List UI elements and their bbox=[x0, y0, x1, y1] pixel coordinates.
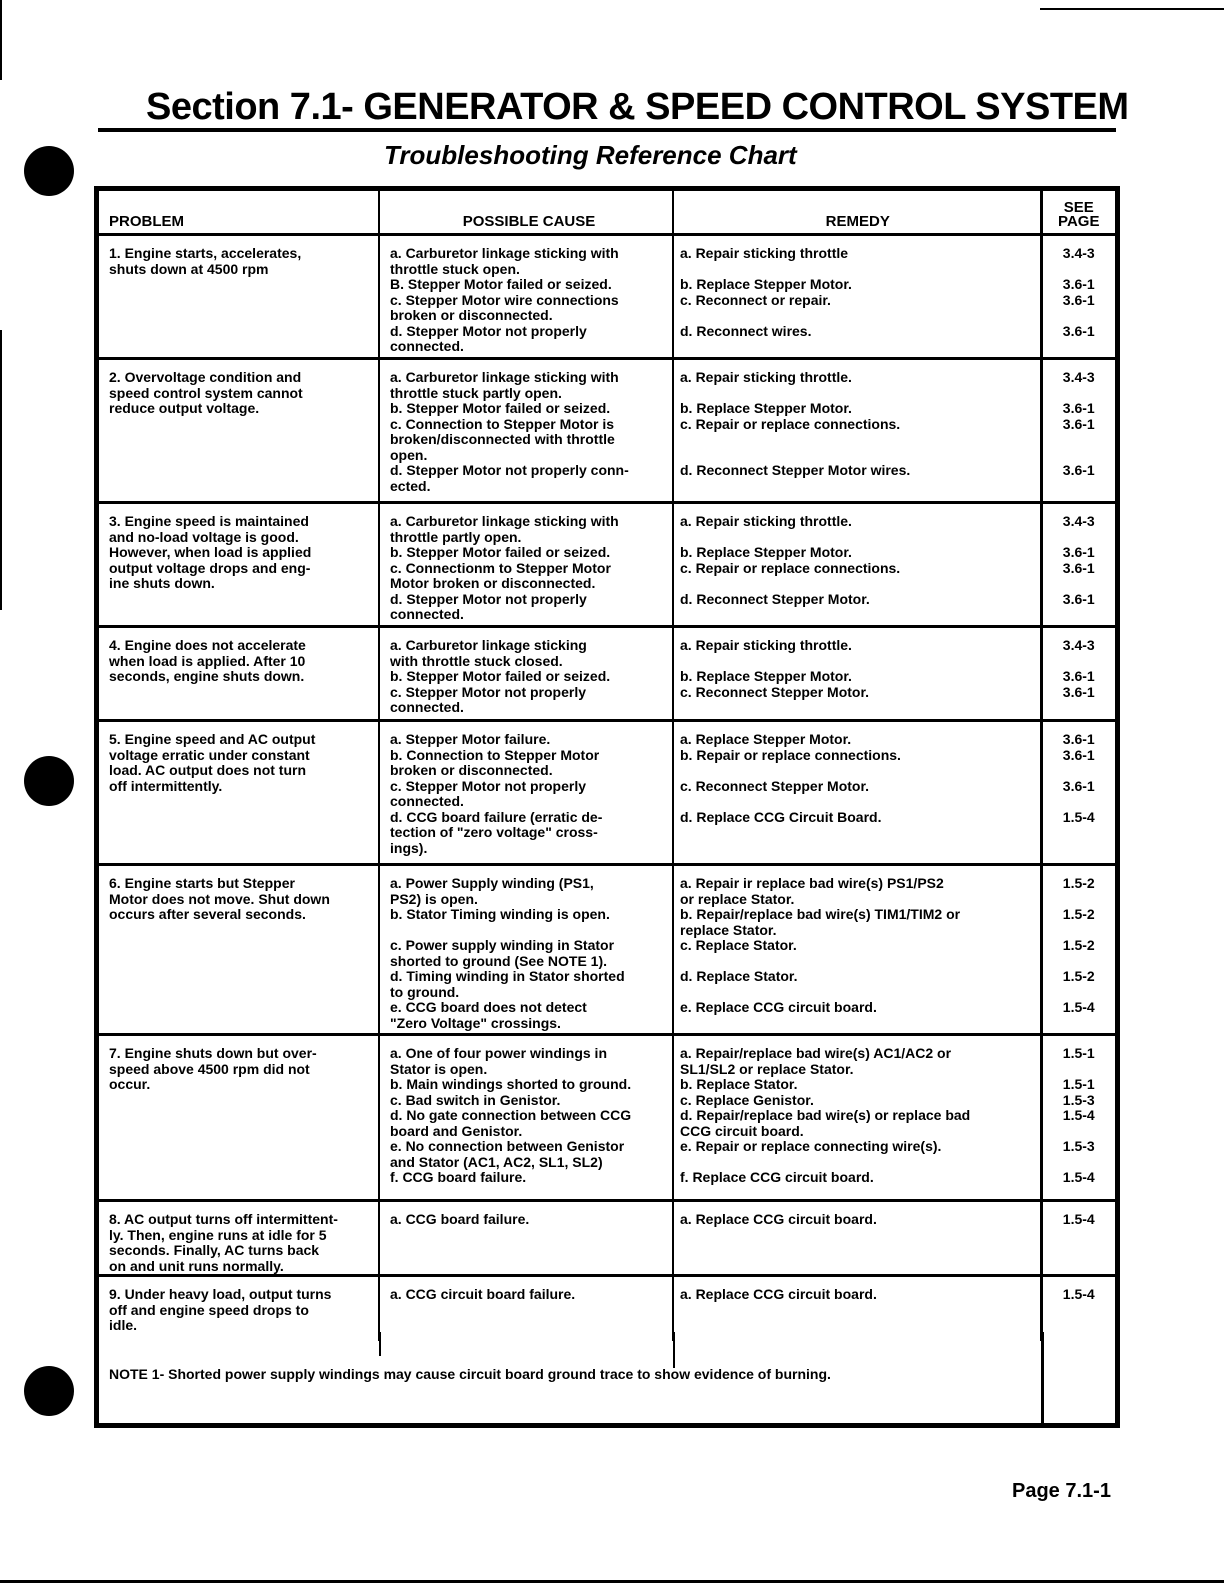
blank-line bbox=[680, 530, 1036, 546]
cause-line: e. CCG board does not detect bbox=[390, 999, 587, 1015]
page-line: 1.5-2 bbox=[1062, 875, 1095, 891]
page-cell bbox=[1041, 503, 1115, 627]
table-header-row bbox=[99, 191, 1115, 235]
cause-line: e. No connection between Genistor bbox=[390, 1138, 625, 1154]
page-cell bbox=[1041, 1276, 1115, 1341]
page-line: 3.6-1 bbox=[1062, 590, 1095, 607]
cause-line: d. Timing winding in Stator shorted bbox=[390, 968, 625, 984]
page-cell bbox=[1041, 359, 1115, 503]
page-line: 1.5-4 bbox=[1062, 1107, 1095, 1123]
blank-line bbox=[390, 923, 668, 939]
problem-cell bbox=[99, 721, 379, 865]
blank-line bbox=[680, 794, 1036, 810]
cause-line: "Zero Voltage" crossings. bbox=[390, 1014, 561, 1031]
remedy-line: e. Repair or replace connecting wire(s). bbox=[680, 1138, 942, 1154]
header-remedy: REMEDY bbox=[673, 191, 1041, 235]
table-row bbox=[99, 721, 1115, 865]
page-line: 1.5-3 bbox=[1062, 1091, 1095, 1108]
cause-line: ected. bbox=[390, 477, 431, 494]
problem-line: 1. Engine starts, accelerates, bbox=[109, 245, 302, 261]
problem-line: ly. Then, engine runs at idle for 5 bbox=[109, 1226, 327, 1243]
problem-line: 8. AC output turns off intermittent- bbox=[109, 1211, 338, 1227]
cause-line: broken/disconnected with throttle bbox=[390, 431, 615, 447]
remedy-line: f. Replace CCG circuit board. bbox=[680, 1169, 874, 1185]
cause-line: a. Carburetor linkage sticking with bbox=[390, 245, 619, 261]
page-line: 3.6-1 bbox=[1062, 462, 1095, 478]
page-line: 3.4-3 bbox=[1062, 369, 1095, 385]
page-line: 3.4-3 bbox=[1062, 513, 1095, 529]
remedy-line: a. Repair sticking throttle. bbox=[680, 369, 852, 385]
cause-line: c. Power supply winding in Stator bbox=[390, 937, 615, 953]
page-line: 3.6-1 bbox=[1062, 777, 1095, 794]
page-line: 3.6-1 bbox=[1062, 276, 1095, 292]
problem-line: load. AC output does not turn bbox=[109, 762, 307, 778]
cause-cell bbox=[379, 1035, 673, 1201]
cause-cell bbox=[379, 627, 673, 721]
cause-line: a. Stepper Motor failure. bbox=[390, 731, 551, 747]
page-line: 1.5-2 bbox=[1062, 906, 1095, 922]
cause-line: throttle stuck open. bbox=[390, 260, 520, 277]
page-line: 3.6-1 bbox=[1062, 731, 1095, 747]
problem-line: 5. Engine speed and AC output bbox=[109, 731, 316, 747]
note-divider bbox=[673, 1332, 675, 1368]
cause-line: connected. bbox=[390, 699, 464, 715]
remedy-line: replace Stator. bbox=[680, 921, 777, 938]
cause-line: c. Stepper Motor wire connections bbox=[390, 291, 619, 308]
cause-line: a. Carburetor linkage sticking with bbox=[390, 369, 619, 385]
cause-line: a. CCG circuit board failure. bbox=[390, 1286, 576, 1302]
blank-line bbox=[680, 576, 1036, 592]
blank-line bbox=[1043, 654, 1116, 670]
page-line: 3.6-1 bbox=[1062, 544, 1095, 560]
cause-line: broken or disconnected. bbox=[390, 762, 553, 778]
page-line: 3.6-1 bbox=[1062, 415, 1095, 432]
remedy-line: c. Repair or replace connections. bbox=[680, 415, 901, 432]
problem-line: speed above 4500 rpm did not bbox=[109, 1060, 310, 1077]
left-edge-mark bbox=[0, 0, 2, 80]
page-cell bbox=[1041, 1201, 1115, 1276]
remedy-line: b. Replace Stepper Motor. bbox=[680, 400, 852, 416]
remedy-line: c. Repair or replace connections. bbox=[680, 559, 901, 576]
page-line: 3.6-1 bbox=[1062, 400, 1095, 416]
cause-cell bbox=[379, 235, 673, 359]
cause-line: b. Stator Timing winding is open. bbox=[390, 906, 610, 922]
cause-line: Stator is open. bbox=[390, 1060, 488, 1077]
problem-line: speed control system cannot bbox=[109, 384, 303, 401]
problem-line: shuts down at 4500 rpm bbox=[109, 260, 269, 277]
remedy-line: a. Repair/replace bad wire(s) AC1/AC2 or bbox=[680, 1045, 952, 1061]
cause-line: d. Stepper Motor not properly conn- bbox=[390, 462, 629, 478]
header-page: PAGE bbox=[1058, 213, 1100, 230]
blank-line bbox=[1043, 763, 1116, 779]
blank-line bbox=[680, 308, 1036, 324]
remedy-cell bbox=[673, 359, 1041, 503]
blank-line bbox=[1043, 386, 1116, 402]
blank-line bbox=[1043, 308, 1116, 324]
problem-line: 4. Engine does not accelerate bbox=[109, 637, 306, 653]
remedy-line: or replace Stator. bbox=[680, 890, 795, 907]
cause-line: b. Stepper Motor failed or seized. bbox=[390, 544, 611, 560]
remedy-line: b. Repair/replace bad wire(s) TIM1/TIM2 or bbox=[680, 906, 961, 922]
remedy-cell bbox=[673, 627, 1041, 721]
header-see: SEE bbox=[1063, 199, 1094, 216]
remedy-line: b. Repair or replace connections. bbox=[680, 746, 901, 763]
cause-line: B. Stepper Motor failed or seized. bbox=[390, 276, 612, 292]
remedy-line: b. Replace Stator. bbox=[680, 1076, 798, 1092]
page-line: 1.5-4 bbox=[1062, 808, 1095, 825]
remedy-cell bbox=[673, 1035, 1041, 1201]
problem-line: off and engine speed drops to bbox=[109, 1301, 309, 1318]
page-cell bbox=[1041, 1035, 1115, 1201]
page-line: 1.5-3 bbox=[1062, 1138, 1095, 1154]
page-line: 3.6-1 bbox=[1062, 683, 1095, 700]
problem-line: occurs after several seconds. bbox=[109, 906, 306, 922]
page-line: 1.5-4 bbox=[1062, 999, 1095, 1015]
problem-line: However, when load is applied bbox=[109, 544, 312, 560]
troubleshooting-table bbox=[99, 191, 1115, 1341]
blank-line bbox=[680, 1155, 1036, 1171]
page-line: 3.6-1 bbox=[1062, 746, 1095, 763]
blank-line bbox=[1043, 448, 1116, 464]
chart-subtitle: Troubleshooting Reference Chart bbox=[384, 140, 797, 170]
cause-cell bbox=[379, 1201, 673, 1276]
problem-cell bbox=[99, 235, 379, 359]
cause-cell bbox=[379, 1276, 673, 1341]
remedy-line: b. Replace Stepper Motor. bbox=[680, 668, 852, 684]
blank-line bbox=[680, 985, 1036, 1001]
cause-line: c. Connectionm to Stepper Motor bbox=[390, 559, 611, 576]
page-line: 1.5-2 bbox=[1062, 937, 1095, 953]
problem-line: ine shuts down. bbox=[109, 575, 215, 591]
remedy-cell bbox=[673, 721, 1041, 865]
cause-line: with throttle stuck closed. bbox=[390, 652, 563, 669]
remedy-line: c. Replace Genistor. bbox=[680, 1091, 814, 1108]
cause-line: and Stator (AC1, AC2, SL1, SL2) bbox=[390, 1153, 603, 1170]
page-line: 3.6-1 bbox=[1062, 322, 1095, 339]
blank-line bbox=[680, 262, 1036, 278]
page-number: Page 7.1-1 bbox=[1012, 1480, 1111, 1502]
remedy-cell bbox=[673, 503, 1041, 627]
problem-line: output voltage drops and eng- bbox=[109, 559, 311, 576]
blank-line bbox=[1043, 923, 1116, 939]
remedy-line: c. Replace Stator. bbox=[680, 937, 797, 953]
bottom-edge-line bbox=[0, 1580, 1224, 1583]
cause-line: tection of "zero voltage" cross- bbox=[390, 824, 598, 840]
cause-line: connected. bbox=[390, 793, 464, 809]
blank-line bbox=[680, 386, 1036, 402]
remedy-line: c. Reconnect Stepper Motor. bbox=[680, 683, 870, 700]
page-cell bbox=[1041, 721, 1115, 865]
table-row bbox=[99, 235, 1115, 359]
page-line: 3.4-3 bbox=[1062, 245, 1095, 261]
problem-line: on and unit runs normally. bbox=[109, 1257, 284, 1274]
blank-line bbox=[680, 954, 1036, 970]
remedy-line: e. Replace CCG circuit board. bbox=[680, 999, 877, 1015]
problem-line: idle. bbox=[109, 1317, 138, 1333]
cause-line: d. Stepper Motor not properly bbox=[390, 322, 587, 339]
cause-line: b. Connection to Stepper Motor bbox=[390, 746, 600, 763]
problem-cell bbox=[99, 503, 379, 627]
problem-cell bbox=[99, 865, 379, 1035]
note-text: NOTE 1- Shorted power supply windings may cause circuit board ground trace to show evidence of burning. bbox=[109, 1366, 831, 1382]
page-line: 1.5-1 bbox=[1062, 1045, 1095, 1061]
remedy-line: d. Reconnect Stepper Motor wires. bbox=[680, 462, 911, 478]
troubleshooting-chart bbox=[94, 186, 1120, 1428]
binder-hole bbox=[24, 1366, 74, 1416]
remedy-cell bbox=[673, 1276, 1041, 1341]
remedy-line: a. Repair sticking throttle. bbox=[680, 513, 852, 529]
blank-line bbox=[1043, 1155, 1116, 1171]
remedy-line: a. Repair sticking throttle bbox=[680, 245, 849, 261]
problem-line: Motor does not move. Shut down bbox=[109, 890, 330, 907]
remedy-line: a. Replace CCG circuit board. bbox=[680, 1211, 877, 1227]
remedy-line: d. Reconnect Stepper Motor. bbox=[680, 590, 870, 607]
cause-cell bbox=[379, 865, 673, 1035]
remedy-line: d. Repair/replace bad wire(s) or replace bad bbox=[680, 1107, 971, 1123]
blank-line bbox=[1043, 1124, 1116, 1140]
problem-cell bbox=[99, 1276, 379, 1341]
table-row bbox=[99, 627, 1115, 721]
cause-line: a. Carburetor linkage sticking bbox=[390, 637, 587, 653]
cause-line: shorted to ground (See NOTE 1). bbox=[390, 952, 608, 969]
cause-line: a. Carburetor linkage sticking with bbox=[390, 513, 619, 529]
blank-line bbox=[1043, 892, 1116, 908]
blank-line bbox=[680, 448, 1036, 464]
remedy-cell bbox=[673, 1201, 1041, 1276]
cause-line: a. CCG board failure. bbox=[390, 1211, 530, 1227]
problem-line: 2. Overvoltage condition and bbox=[109, 369, 302, 385]
remedy-line: c. Reconnect Stepper Motor. bbox=[680, 777, 870, 794]
cause-cell bbox=[379, 359, 673, 503]
cause-line: throttle partly open. bbox=[390, 528, 522, 545]
cause-line: c. Connection to Stepper Motor is bbox=[390, 415, 615, 432]
remedy-line: b. Replace Stepper Motor. bbox=[680, 544, 852, 560]
table-row bbox=[99, 865, 1115, 1035]
cause-line: a. One of four power windings in bbox=[390, 1045, 607, 1061]
title-rule bbox=[98, 128, 1116, 132]
blank-line bbox=[1043, 794, 1116, 810]
page-cell bbox=[1041, 627, 1115, 721]
problem-line: 7. Engine shuts down but over- bbox=[109, 1045, 317, 1061]
page-line: 3.6-1 bbox=[1062, 559, 1095, 576]
page-line: 3.4-3 bbox=[1062, 637, 1095, 653]
top-edge-line bbox=[1040, 8, 1224, 10]
blank-line bbox=[1043, 1062, 1116, 1078]
table-row bbox=[99, 1035, 1115, 1201]
remedy-cell bbox=[673, 865, 1041, 1035]
blank-line bbox=[1043, 530, 1116, 546]
remedy-line: d. Replace Stator. bbox=[680, 968, 798, 984]
problem-line: off intermittently. bbox=[109, 777, 223, 794]
note-area bbox=[99, 1332, 1115, 1423]
problem-line: voltage erratic under constant bbox=[109, 746, 310, 763]
blank-line bbox=[1043, 432, 1116, 448]
cause-cell bbox=[379, 503, 673, 627]
cause-line: c. Stepper Motor not properly bbox=[390, 683, 587, 700]
remedy-line: a. Replace CCG circuit board. bbox=[680, 1286, 877, 1302]
header-possible-cause: POSSIBLE CAUSE bbox=[379, 191, 673, 235]
remedy-line: c. Reconnect or repair. bbox=[680, 291, 831, 308]
problem-line: when load is applied. After 10 bbox=[109, 652, 306, 669]
page-line: 1.5-4 bbox=[1062, 1169, 1095, 1185]
problem-line: 3. Engine speed is maintained bbox=[109, 513, 309, 529]
table-row bbox=[99, 1201, 1115, 1276]
cause-line: Motor broken or disconnected. bbox=[390, 575, 596, 591]
problem-cell bbox=[99, 359, 379, 503]
cause-line: connected. bbox=[390, 606, 464, 622]
problem-cell bbox=[99, 1201, 379, 1276]
cause-line: broken or disconnected. bbox=[390, 307, 553, 323]
binder-hole bbox=[24, 756, 74, 806]
blank-line bbox=[1043, 954, 1116, 970]
blank-line bbox=[1043, 262, 1116, 278]
problem-line: and no-load voltage is good. bbox=[109, 528, 299, 545]
table-row bbox=[99, 1276, 1115, 1341]
page-line: 1.5-4 bbox=[1062, 1211, 1095, 1227]
cause-line: board and Genistor. bbox=[390, 1122, 523, 1139]
problem-line: reduce output voltage. bbox=[109, 400, 260, 416]
page-line: 1.5-2 bbox=[1062, 968, 1095, 984]
remedy-line: a. Replace Stepper Motor. bbox=[680, 731, 852, 747]
page-line: 3.6-1 bbox=[1062, 668, 1095, 684]
cause-line: b. Main windings shorted to ground. bbox=[390, 1076, 632, 1092]
cause-line: d. Stepper Motor not properly bbox=[390, 590, 587, 607]
header-see-page bbox=[1041, 191, 1115, 235]
page-line: 1.5-1 bbox=[1062, 1076, 1095, 1092]
header-problem: PROBLEM bbox=[99, 191, 379, 235]
cause-line: c. Stepper Motor not properly bbox=[390, 777, 587, 794]
cause-line: b. Stepper Motor failed or seized. bbox=[390, 400, 611, 416]
remedy-line: d. Replace CCG Circuit Board. bbox=[680, 808, 882, 825]
problem-cell bbox=[99, 627, 379, 721]
cause-line: throttle stuck partly open. bbox=[390, 384, 562, 401]
problem-cell bbox=[99, 1035, 379, 1201]
blank-line bbox=[1043, 985, 1116, 1001]
problem-line: 9. Under heavy load, output turns bbox=[109, 1286, 332, 1302]
problem-line: seconds. Finally, AC turns back bbox=[109, 1242, 320, 1258]
cause-line: PS2) is open. bbox=[390, 890, 478, 907]
page-line: 3.6-1 bbox=[1062, 291, 1095, 308]
blank-line bbox=[680, 432, 1036, 448]
note-divider bbox=[1041, 1332, 1044, 1423]
cause-line: d. No gate connection between CCG bbox=[390, 1107, 632, 1123]
blank-line bbox=[1043, 576, 1116, 592]
cause-line: connected. bbox=[390, 338, 464, 354]
section-title: Section 7.1- GENERATOR & SPEED CONTROL SYSTEM bbox=[146, 86, 1129, 128]
remedy-cell bbox=[673, 235, 1041, 359]
cause-line: ings). bbox=[390, 839, 428, 856]
problem-line: seconds, engine shuts down. bbox=[109, 668, 305, 684]
page-cell bbox=[1041, 235, 1115, 359]
remedy-line: b. Replace Stepper Motor. bbox=[680, 276, 852, 292]
blank-line bbox=[680, 763, 1036, 779]
table-row bbox=[99, 503, 1115, 627]
cause-cell bbox=[379, 721, 673, 865]
binder-hole bbox=[24, 146, 74, 196]
page-line: 1.5-4 bbox=[1062, 1286, 1095, 1302]
blank-line bbox=[680, 654, 1036, 670]
remedy-line: SL1/SL2 or replace Stator. bbox=[680, 1060, 854, 1077]
remedy-line: CCG circuit board. bbox=[680, 1122, 804, 1139]
cause-line: c. Bad switch in Genistor. bbox=[390, 1091, 561, 1108]
cause-line: open. bbox=[390, 446, 428, 463]
cause-line: a. Power Supply winding (PS1, bbox=[390, 875, 594, 891]
remedy-line: a. Repair ir replace bad wire(s) PS1/PS2 bbox=[680, 875, 944, 891]
cause-line: to ground. bbox=[390, 983, 460, 1000]
left-edge-mark bbox=[0, 330, 2, 610]
note-divider bbox=[379, 1332, 381, 1356]
cause-line: f. CCG board failure. bbox=[390, 1169, 527, 1185]
table-row bbox=[99, 359, 1115, 503]
cause-line: b. Stepper Motor failed or seized. bbox=[390, 668, 611, 684]
remedy-line: a. Repair sticking throttle. bbox=[680, 637, 852, 653]
problem-line: occur. bbox=[109, 1076, 151, 1092]
remedy-line: d. Reconnect wires. bbox=[680, 322, 812, 339]
cause-line: d. CCG board failure (erratic de- bbox=[390, 808, 603, 825]
problem-line: 6. Engine starts but Stepper bbox=[109, 875, 295, 891]
page-cell bbox=[1041, 865, 1115, 1035]
